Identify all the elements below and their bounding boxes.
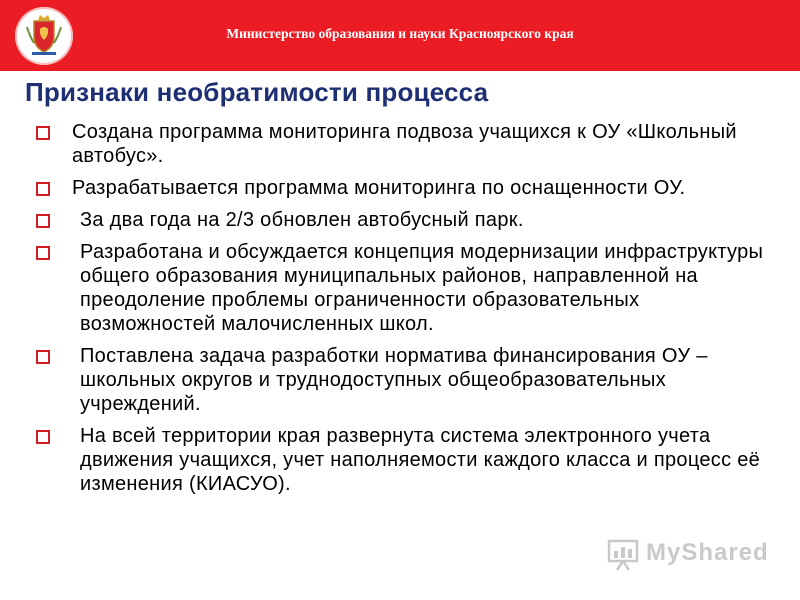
list-item-text: На всей территории края развернута система электронного учета движения учащихся, учет наполняемости каждого класса и процесс её изменения (КИАСУО). [80,425,761,495]
watermark [606,537,769,571]
list-item [0,208,800,232]
list-item [0,344,800,416]
square-bullet-icon [36,126,50,140]
list-item [0,120,800,168]
list-item-text: Разработана и обсуждается концепция модернизации инфраструктуры общего образования муниципальных районов, направленной на преодоление проблемы ограниченности образовательных возможностей малочисленных школ. [80,241,764,335]
square-bullet-icon [36,350,50,364]
square-bullet-icon [36,214,50,228]
list-item [0,424,800,496]
list-item-text: Поставлена задача разработки норматива финансирования ОУ – школьных округов и труднодоступных общеобразовательных учреждений. [80,345,708,415]
slide-title: Признаки необратимости процесса [25,77,489,107]
square-bullet-icon [36,246,50,260]
watermark-text: MyShared [646,539,769,566]
presentation-board-icon [606,537,642,571]
list-item [0,240,800,336]
square-bullet-icon [36,430,50,444]
square-bullet-icon [36,182,50,196]
bullet-list [0,120,800,504]
list-item [0,176,800,200]
list-item-text: Разрабатывается программа мониторинга по оснащенности ОУ. [72,177,686,199]
ministry-name: Министерство образования и науки Красноярского края [226,26,574,41]
header-bar [0,0,800,71]
list-item-text: За два года на 2/3 обновлен автобусный парк. [80,209,524,231]
list-item-text: Создана программа мониторинга подвоза учащихся к ОУ «Школьный автобус». [72,121,737,167]
